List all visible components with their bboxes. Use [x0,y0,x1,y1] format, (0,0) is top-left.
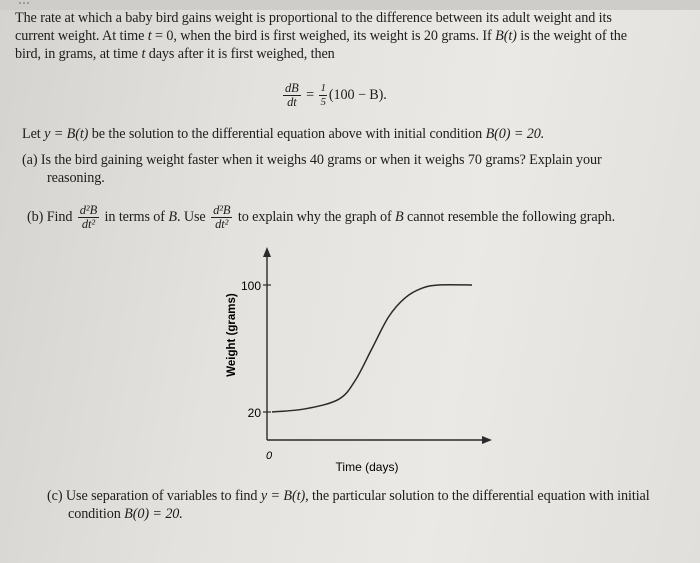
part-b-line [27,202,615,232]
one-fifth-numerator: 1 [320,82,326,95]
y-tick-label-100: 100 [240,279,261,293]
frac1-denominator: dt² [81,217,96,232]
weight-curve [272,285,472,412]
differential-equation [281,80,387,110]
initial-condition: B(0) = 20. [485,126,545,142]
y-tick-label-20: 20 [247,406,261,420]
part-b-var-B: B [168,209,177,225]
cropped-header-text [18,0,30,9]
intro-line-1 [15,9,612,27]
frac2-numerator: d²B [213,203,231,218]
second-derivative-fraction-1 [78,204,99,231]
intro-text-2b: = 0, when the bird is first weighed, its weight is 20 grams. If [151,28,496,44]
intro-text-2c: is the weight of the [516,28,627,44]
intro-var-t: t [147,28,152,44]
part-c-text-2a: condition [68,506,125,522]
weight-time-graph [210,240,510,480]
dB-dt-fraction [283,82,301,109]
graph-axes [263,247,492,444]
part-b-tail-a: to explain why the graph of [234,209,396,225]
intro-text-3a: bird, in grams, at time [15,46,142,62]
part-c-text-1c: , the particular solution to the differential equation with initial [305,488,650,504]
intro-text-1: The rate at which a baby bird gains weight is proportional to the difference between its adult weight and its [15,10,612,26]
x-axis-arrowhead [482,436,492,444]
equals-sign: = [302,87,318,103]
one-fifth-fraction [319,82,326,109]
part-c-text-1a: (c) Use separation of variables to find [47,488,261,504]
part-a-line-1 [22,151,602,169]
part-a-text-2: reasoning. [47,170,105,186]
part-b-tail-b: cannot resemble the following graph. [403,209,616,225]
let-line [22,125,544,143]
part-b-mid-a: in terms of [101,209,169,225]
part-c-initial-condition: B(0) = 20. [124,506,183,522]
intro-text-3b: days after it is first weighed, then [145,46,335,62]
y-axis-arrowhead [263,247,271,257]
intro-var-Bt: B(t) [495,28,517,44]
part-c-line-1 [47,487,650,505]
dB-dt-numerator: dB [285,81,299,96]
intro-line-2 [15,27,627,45]
let-y-equals-Bt: y = B(t) [44,126,89,142]
intro-var-t-2: t [141,46,146,62]
part-c-line-2 [68,505,183,523]
dB-dt-denominator: dt [287,95,297,110]
y-axis-label: Weight (grams) [226,293,238,377]
part-a-text-1: (a) Is the bird gaining weight faster when it weighs 40 grams or when it weighs 70 grams? Explain your [22,152,602,168]
frac2-denominator: dt² [215,217,229,232]
frac1-numerator: d²B [79,203,98,218]
equation-rhs: (100 − B). [328,87,387,103]
part-c-y-equals-Bt: y = B(t) [260,488,306,504]
let-text-c: be the solution to the differential equation above with initial condition [88,126,486,142]
part-b-mid-b: . Use [176,209,210,225]
second-derivative-fraction-2 [211,204,232,231]
part-b-var-B-2: B [395,209,404,225]
origin-label: 0 [265,450,273,462]
let-text-a: Let [22,126,45,142]
one-fifth-denominator: 5 [320,96,326,109]
x-axis-label: Time (days) [335,460,399,474]
intro-line-3 [15,45,335,63]
intro-text-2a: current weight. At time [15,28,148,44]
part-a-line-2 [47,169,105,187]
part-b-label: (b) Find [27,209,76,225]
